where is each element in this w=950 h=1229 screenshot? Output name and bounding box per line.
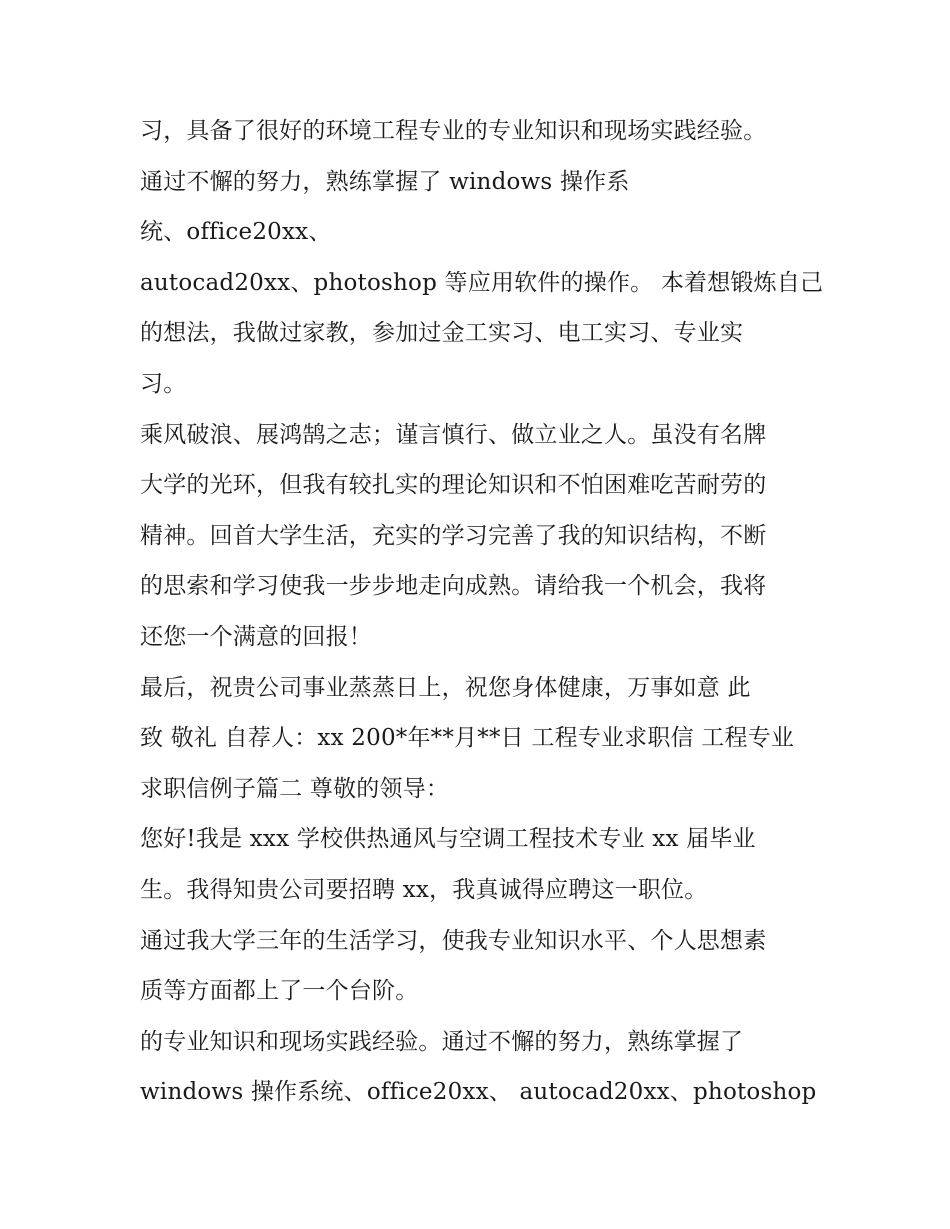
document-body (140, 106, 824, 1118)
text-line: 生。我得知贵公司要招聘 xx，我真诚得应聘这一职位。 (140, 876, 708, 903)
text-line: 习。 (140, 370, 187, 397)
text-line: 最后，祝贵公司事业蒸蒸日上，祝您身体健康，万事如意 此 (140, 674, 751, 701)
text-line: 精神。回首大学生活，充实的学习完善了我的知识结构，不断 (140, 522, 767, 549)
text-line: 求职信例子篇二 尊敬的领导： (140, 775, 450, 802)
text-line: windows 操作系统、office20xx、 autocad20xx、photoshop (140, 1079, 817, 1106)
text-line: 统、office20xx、 (140, 219, 332, 246)
text-line: 质等方面都上了一个台阶。 (140, 978, 419, 1005)
text-line: 的想法，我做过家教，参加过金工实习、电工实习、专业实 (140, 320, 744, 347)
text-line: 大学的光环，但我有较扎实的理论知识和不怕困难吃苦耐劳的 (140, 472, 767, 499)
text-line: 的专业知识和现场实践经验。通过不懈的努力，熟练掌握了 (140, 1028, 744, 1055)
text-line: 的思索和学习使我一步步地走向成熟。请给我一个机会，我将 (140, 573, 767, 600)
text-line: 通过我大学三年的生活学习，使我专业知识水平、个人思想素 (140, 927, 767, 954)
text-line: 您好!我是 xxx 学校供热通风与空调工程技术专业 xx 届毕业 (140, 826, 756, 853)
text-line: 乘风破浪、展鸿鹄之志；谨言慎行、做立业之人。虽没有名牌 (140, 421, 767, 448)
text-line: 习，具备了很好的环境工程专业的专业知识和现场实践经验。 (140, 118, 767, 144)
text-line: 致 敬礼 自荐人：xx 200*年**月**日 工程专业求职信 工程专业 (140, 725, 795, 752)
text-line: 通过不懈的努力，熟练掌握了 windows 操作系 (140, 168, 630, 195)
text-line: 还您一个满意的回报！ (140, 623, 372, 650)
text-line: autocad20xx、photoshop 等应用软件的操作。 本着想锻炼自己 (140, 269, 824, 296)
